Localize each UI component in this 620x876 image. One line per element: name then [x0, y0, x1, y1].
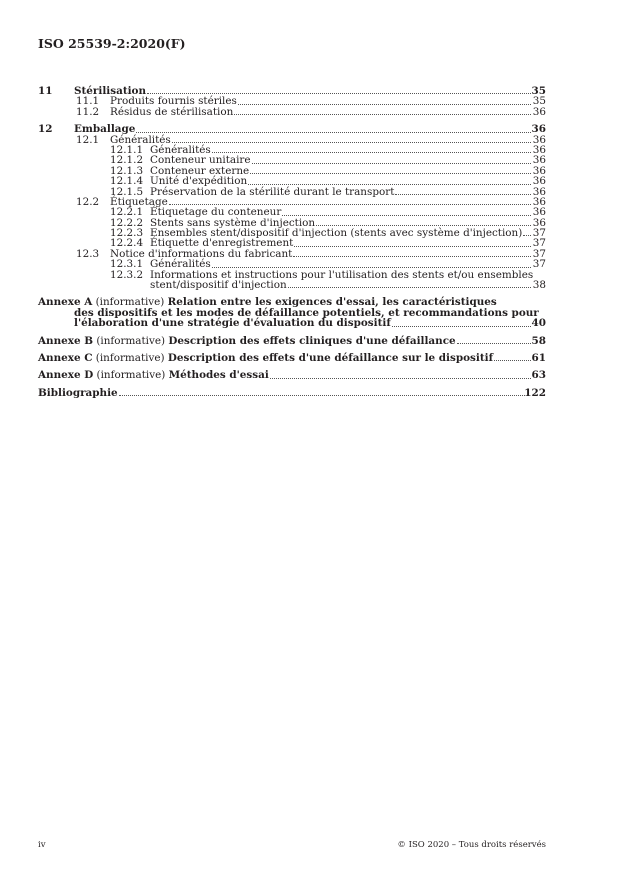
toc-page: 36 [532, 216, 546, 229]
toc-page: 37 [532, 237, 546, 250]
toc-title: Stérilisation [74, 85, 147, 97]
toc-page: 36 [532, 133, 546, 146]
toc-page: 36 [532, 185, 546, 198]
toc-title: Généralités [150, 258, 211, 271]
toc-number: 12.2.1 [110, 206, 144, 219]
page-number: iv [38, 840, 46, 850]
toc-page: 37 [532, 247, 546, 260]
toc-entry-12[interactable] [38, 124, 546, 134]
toc-number: 12.1.5 [110, 185, 144, 198]
toc-number: 12.2 [76, 195, 100, 208]
toc-number: 12.1.3 [110, 164, 144, 177]
toc-title-line3: l'élaboration d'une stratégie d'évaluation du dispositif [74, 317, 391, 330]
toc-title: Unité d'expédition [150, 175, 248, 188]
toc-number: 12.3 [76, 247, 100, 260]
toc-entry-12-1-4[interactable] [38, 176, 546, 186]
toc-number: 11.1 [76, 95, 100, 108]
toc-title-line2: stent/dispositif d'injection [150, 279, 287, 292]
annex-label: Annexe D [38, 369, 94, 382]
toc-number: 12.2.4 [110, 237, 144, 250]
toc-title-line1: Informations et instructions pour l'utilisation des stents et/ou ensembles [150, 268, 534, 281]
toc-title: Bibliographie [38, 386, 118, 399]
toc-number: 12.1 [76, 133, 100, 146]
toc-title: Emballage [74, 123, 136, 136]
toc-title: Généralités [150, 143, 211, 156]
toc-title: Résidus de stérilisation [110, 105, 234, 118]
toc-title: Préservation de la stérilité durant le transport [150, 185, 395, 198]
toc-title: Ensembles stent/dispositif d'injection (stents avec système d'injection) [150, 227, 523, 240]
toc-entry-annex-b[interactable] [38, 336, 546, 346]
toc-page: 35 [531, 85, 546, 97]
toc-entry-annex-a[interactable] [38, 297, 546, 328]
toc-title: Conteneur externe [150, 164, 250, 177]
toc-page: 63 [531, 369, 546, 382]
toc-page: 61 [531, 352, 546, 365]
toc-page: 35 [532, 95, 546, 108]
toc-number: 11.2 [76, 105, 100, 118]
toc-page: 58 [531, 334, 546, 347]
toc-title: Étiquetage [110, 195, 168, 208]
toc-page: 36 [532, 206, 546, 219]
annex-label: Annexe B [38, 334, 93, 347]
annex-label: Annexe A [38, 296, 93, 309]
toc-title: Produits fournis stériles [110, 95, 237, 108]
toc-title: Stents sans système d'injection [150, 216, 316, 229]
toc-title: Méthodes d'essai [168, 369, 269, 382]
annex-type: (informative) [95, 296, 165, 309]
toc-page: 36 [532, 154, 546, 167]
toc-title: Description des effets d'une défaillance sur le dispositif [167, 352, 494, 365]
toc-number: 12.2.2 [110, 216, 144, 229]
annex-label: Annexe C [38, 352, 93, 365]
toc-page: 37 [532, 258, 546, 271]
toc-title: Notice d'informations du fabricant [110, 247, 293, 260]
toc-page: 36 [532, 164, 546, 177]
toc-number: 12.3.1 [110, 258, 144, 271]
toc-page: 38 [532, 279, 546, 292]
toc-page: 122 [524, 386, 546, 399]
toc-title: Généralités [110, 133, 171, 146]
annex-type: (informative) [96, 369, 166, 382]
toc-title-line1: Relation entre les exigences d'essai, les caractéristiques [167, 296, 497, 309]
toc-entry-annex-d[interactable] [38, 370, 546, 380]
annex-type: (informative) [96, 334, 166, 347]
toc-page: 36 [531, 123, 546, 136]
toc-number: 12.1.2 [110, 154, 144, 167]
annex-type: (informative) [95, 352, 165, 365]
toc-title: Conteneur unitaire [150, 154, 251, 167]
toc-entry-12-3-2[interactable] [38, 270, 546, 291]
toc-entry-11-2[interactable] [38, 107, 546, 117]
toc-number: 12 [38, 123, 53, 136]
toc-title: Étiquetage du conteneur [150, 206, 282, 219]
toc-page: 36 [532, 195, 546, 208]
toc-title: Étiquette d'enregistrement [150, 237, 294, 250]
toc-page: 36 [532, 175, 546, 188]
toc-number: 12.3.2 [110, 268, 144, 281]
toc-number: 12.1.4 [110, 175, 144, 188]
toc-title: Description des effets cliniques d'une défaillance [168, 334, 456, 347]
toc-page: 40 [531, 317, 546, 330]
toc-title-line2: des dispositifs et les modes de défaillance potentiels, et recommandations pour [74, 306, 539, 319]
toc-number: 12.2.3 [110, 227, 144, 240]
document-id: ISO 25539-2:2020(F) [38, 36, 186, 51]
toc-number: 11 [38, 85, 53, 97]
toc-number: 12.1.1 [110, 143, 144, 156]
toc-entry-annex-c[interactable] [38, 353, 546, 363]
copyright-notice: © ISO 2020 – Tous droits réservés [397, 840, 546, 850]
toc-entry-bibliography[interactable] [38, 388, 546, 398]
toc-page: 37 [532, 227, 546, 240]
table-of-contents [38, 86, 546, 398]
toc-page: 36 [532, 143, 546, 156]
toc-page: 36 [532, 105, 546, 118]
